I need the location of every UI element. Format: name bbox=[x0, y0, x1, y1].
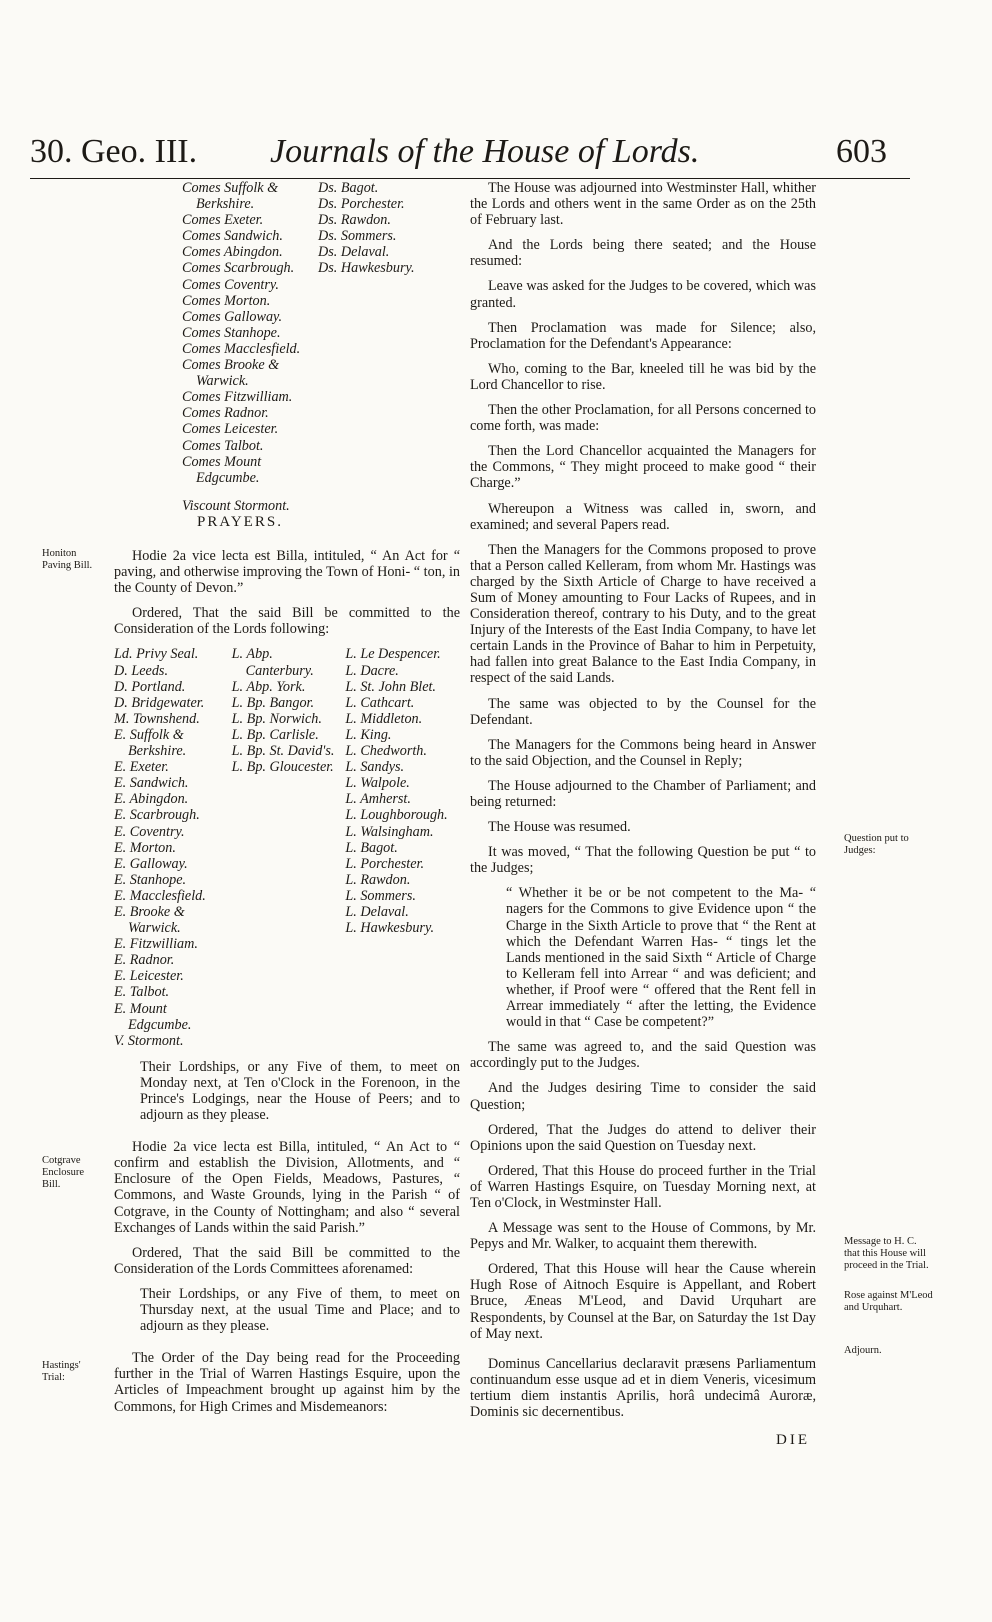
list-item: L. Abp. York. bbox=[231, 678, 306, 695]
list-item: Comes Mount Edgcumbe. bbox=[182, 453, 262, 486]
rc-p17: And the Judges desiring Time to consider the said Question; bbox=[470, 1080, 816, 1113]
rc-p3: Leave was asked for the Judges to be covered, which was granted. bbox=[470, 278, 816, 311]
list-item: E. Galloway. bbox=[114, 855, 188, 872]
list-item: E. Fitzwilliam. bbox=[114, 936, 198, 953]
committee-lists bbox=[114, 646, 460, 1048]
rc-p2: And the Lords being there seated; and the House resumed: bbox=[470, 237, 816, 270]
list-item: L. Le Despencer. bbox=[345, 646, 441, 663]
viscount-entry: Viscount Stormont. bbox=[182, 497, 290, 514]
rc-p12: The House adjourned to the Chamber of Parliament; and being returned: bbox=[470, 777, 816, 810]
list-item: L. Sommers. bbox=[345, 887, 416, 904]
attendance-barons-list bbox=[318, 180, 443, 277]
cotgrave-ordered: Ordered, That the said Bill be committed to the Consideration of the Lords Committees aforenamed: bbox=[114, 1244, 460, 1277]
list-item: E. Morton. bbox=[114, 839, 176, 856]
list-item: L. Walpole. bbox=[345, 775, 410, 792]
list-item: L. Porchester. bbox=[345, 855, 425, 872]
rc-p6: Then the other Proclamation, for all Persons concerned to come forth, was made: bbox=[470, 402, 816, 435]
rc-question-text: “ Whether it be or be not competent to the Ma- “ nagers for the Commons to give Evidence upon “ the Charge in the Sixth Article to prove that “ the Rent at which the Defendant Warren Has- “ tings let the Lands mentioned in the said Sixth “ Article of Charge to Kelleram fell into Arrear “ and was deficient; and whether, if Proof were “ offered that the Rent fell in Arrear immediately “ after the letting, the Evidence would in that “ Case be competent?” bbox=[506, 885, 816, 1031]
list-item: L. Amherst. bbox=[345, 791, 411, 808]
rc-p10: The same was objected to by the Counsel for the Defendant. bbox=[470, 695, 816, 728]
list-item: Comes Coventry. bbox=[182, 276, 279, 293]
list-item: Comes Radnor. bbox=[182, 405, 269, 422]
attendance-comites-list bbox=[182, 180, 307, 514]
list-item: L. Cathcart. bbox=[345, 694, 415, 711]
list-item: E. Suffolk & Berkshire. bbox=[114, 726, 187, 760]
list-item: E. Leicester. bbox=[114, 968, 184, 985]
list-item: Comes Sandwich. bbox=[182, 228, 283, 245]
list-item: L. Bagot. bbox=[345, 839, 398, 856]
margin-note-question: Question put to Judges: bbox=[844, 833, 909, 856]
list-item: L. St. John Blet. bbox=[345, 678, 436, 695]
list-item: Ds. Delaval. bbox=[318, 244, 390, 261]
rc-p7: Then the Lord Chancellor acquainted the Managers for the Commons, “ They might proceed to make good “ their Charge.” bbox=[470, 443, 816, 492]
header-title: Journals of the House of Lords. bbox=[270, 133, 700, 170]
list-item: E. Mount Edgcumbe. bbox=[114, 1000, 192, 1033]
list-item: L. Hawkesbury. bbox=[345, 920, 435, 937]
honiton-ordered: Ordered, That the said Bill be committed to the Consideration of the Lords following: bbox=[114, 605, 460, 638]
list-item: V. Stormont. bbox=[114, 1032, 184, 1049]
margin-note-honiton: Honiton Paving Bill. bbox=[42, 548, 93, 571]
rc-p16: The same was agreed to, and the said Question was accordingly put to the Judges. bbox=[470, 1039, 816, 1072]
list-item: E. Abingdon. bbox=[114, 791, 189, 808]
cotgrave-bill-reading: Hodie 2a vice lecta est Billa, intituled, “ An Act to “ confirm and establish the Division, Allotments, and “ Enclosure of the Open Fields, Meadows, Pastures, “ Commons, and Waste Grounds, lying in the Parish “ of Cotgrave, in the County of Nottingham; and also “ several Exchanges of Lands within the said Parish.” bbox=[114, 1139, 460, 1236]
margin-note-cotgrave: Cotgrave Enclosure Bill. bbox=[42, 1155, 84, 1190]
committee-list-peers bbox=[114, 646, 226, 1048]
list-item: E. Scarbrough. bbox=[114, 807, 200, 824]
list-item: Comes Macclesfield. bbox=[182, 340, 301, 357]
rc-p18: Ordered, That the Judges do attend to deliver their Opinions upon the said Question on Tuesday next. bbox=[470, 1121, 816, 1154]
prayers-heading: PRAYERS. bbox=[197, 514, 283, 530]
list-item: Comes Stanhope. bbox=[182, 324, 281, 341]
rc-p20: A Message was sent to the House of Commons, by Mr. Pepys and Mr. Walker, to acquaint them therewith. bbox=[470, 1220, 816, 1253]
left-column bbox=[114, 548, 460, 1424]
list-item: Comes Fitzwilliam. bbox=[182, 389, 293, 406]
margin-note-message: Message to H. C. that this House will proceed in the Trial. bbox=[844, 1236, 929, 1271]
list-item: Comes Abingdon. bbox=[182, 244, 283, 261]
catchword: DIE bbox=[776, 1432, 810, 1448]
list-item: L. Bp. Norwich. bbox=[231, 710, 322, 727]
rc-adjournment-latin: Dominus Cancellarius declaravit præsens Parliamentum continuandum esse usque ad et in diem Veneris, vicesimum tertium diem instantis Aprilis, horâ undecimâ Auroræ, Dominis sic decernentibus. bbox=[470, 1355, 816, 1420]
rc-p21: Ordered, That this House will hear the Cause wherein Hugh Rose of Aitnoch Esquire is Appellant, and Robert Bruce, Æneas M'Leod, and David Urquhart are Respondents, by Counsel at the Bar, on Saturday the 1st Day of May next. bbox=[470, 1261, 816, 1342]
rc-p13: The House was resumed. bbox=[488, 819, 631, 836]
list-item: Ds. Porchester. bbox=[318, 196, 405, 213]
rc-p9: Then the Managers for the Commons proposed to prove that a Person called Kelleram, from whom Mr. Hastings was charged by the Sixth Article of Charge to have received a Sum of Money amounting to Four Lacks of Rupees, and in Consideration thereof, contrary to his Duty, and to the great Injury of the Interests of the East India Company, to have let certain Lands in the Province of Bahar to him in Perpetuity, had fallen into great Balance to the East India Company, in respect of the said Lands. bbox=[470, 541, 816, 687]
list-item: Comes Suffolk & Berkshire. bbox=[182, 180, 279, 213]
list-item: E. Stanhope. bbox=[114, 871, 187, 888]
header-rule bbox=[30, 178, 910, 179]
list-item: E. Exeter. bbox=[114, 759, 169, 776]
rc-p19: Ordered, That this House do proceed further in the Trial of Warren Hastings Esquire, on Tuesday Morning next, at Ten o'Clock, in Westminster Hall. bbox=[470, 1162, 816, 1211]
list-item: D. Leeds. bbox=[114, 662, 168, 679]
list-item: Comes Exeter. bbox=[182, 212, 264, 229]
list-item: Ds. Sommers. bbox=[318, 228, 397, 245]
cotgrave-meeting: Their Lordships, or any Five of them, to meet on Thursday next, at the usual Time and Place; and to adjourn as they please. bbox=[140, 1285, 460, 1335]
list-item: Ld. Privy Seal. bbox=[114, 646, 199, 663]
list-item: E. Talbot. bbox=[114, 984, 170, 1001]
list-item: L. Dacre. bbox=[345, 662, 399, 679]
list-item: Ds. Rawdon. bbox=[318, 212, 391, 229]
list-item: L. Sandys. bbox=[345, 759, 405, 776]
list-item: E. Macclesfield. bbox=[114, 887, 206, 904]
honiton-meeting: Their Lordships, or any Five of them, to meet on Monday next, at Ten o'Clock in the Forenoon, in the Prince's Lodgings, near the House of Peers; and to adjourn as they please. bbox=[140, 1058, 460, 1124]
list-item: D. Portland. bbox=[114, 678, 186, 695]
list-item: L. Bp. St. David's. bbox=[231, 743, 335, 760]
list-item: L. Loughborough. bbox=[345, 807, 448, 824]
list-item: Comes Morton. bbox=[182, 292, 271, 309]
list-item: L. Middleton. bbox=[345, 710, 423, 727]
list-item: Comes Brooke & Warwick. bbox=[182, 357, 280, 390]
list-item: Comes Galloway. bbox=[182, 308, 283, 325]
committee-list-bishops bbox=[232, 646, 340, 1048]
list-item: Comes Talbot. bbox=[182, 437, 264, 454]
list-item: L. Walsingham. bbox=[345, 823, 434, 840]
list-item: L. Bp. Gloucester. bbox=[231, 759, 334, 776]
rc-p11: The Managers for the Commons being heard in Answer to the said Objection, and the Counsel in Reply; bbox=[470, 736, 816, 769]
list-item: Ds. Bagot. bbox=[318, 180, 379, 196]
page-number: 603 bbox=[836, 133, 887, 170]
list-item: L. Bp. Bangor. bbox=[231, 694, 315, 711]
committee-list-barons bbox=[345, 646, 460, 1048]
honiton-bill-reading: Hodie 2a vice lecta est Billa, intituled, “ An Act for “ paving, and otherwise improving the Town of Honi- “ ton, in the County of Devon.” bbox=[114, 548, 460, 597]
list-item: Ds. Hawkesbury. bbox=[318, 260, 415, 277]
rc-p4: Then Proclamation was made for Silence; also, Proclamation for the Defendant's Appearance: bbox=[470, 319, 816, 352]
header-regnal-year: 30. Geo. III. bbox=[30, 133, 198, 170]
margin-note-adjourn: Adjourn. bbox=[844, 1345, 882, 1356]
margin-note-hastings: Hastings' Trial: bbox=[42, 1360, 81, 1383]
list-item: Comes Scarbrough. bbox=[182, 260, 295, 277]
list-item: D. Bridgewater. bbox=[114, 694, 205, 711]
hastings-order-of-day: The Order of the Day being read for the Proceeding further in the Trial of Warren Hastings Esquire, upon the Articles of Impeachment brought up against him by the Commons, for High Crimes and Misdemeanors: bbox=[114, 1350, 460, 1415]
list-item: L. Abp. Canterbury. bbox=[231, 646, 314, 679]
margin-note-rose: Rose against M'Leod and Urquhart. bbox=[844, 1290, 933, 1313]
list-item: E. Brooke & Warwick. bbox=[114, 903, 185, 937]
list-item: L. Delaval. bbox=[345, 903, 409, 920]
list-item: L. Chedworth. bbox=[345, 743, 427, 760]
list-item: E. Radnor. bbox=[114, 952, 175, 969]
list-item: L. Bp. Carlisle. bbox=[231, 726, 319, 743]
list-item: L. King. bbox=[345, 726, 392, 743]
list-item: E. Sandwich. bbox=[114, 775, 189, 792]
rc-p8: Whereupon a Witness was called in, sworn, and examined; and several Papers read. bbox=[470, 500, 816, 533]
list-item: L. Rawdon. bbox=[345, 871, 411, 888]
right-column bbox=[470, 180, 816, 1429]
rc-p5: Who, coming to the Bar, kneeled till he was bid by the Lord Chancellor to rise. bbox=[470, 360, 816, 393]
list-item: Comes Leicester. bbox=[182, 421, 279, 438]
list-item: M. Townshend. bbox=[114, 710, 200, 727]
rc-p1: The House was adjourned into Westminster Hall, whither the Lords and others went in the same Order as on the 25th of February last. bbox=[470, 180, 816, 229]
list-item: E. Coventry. bbox=[114, 823, 185, 840]
rc-p14: It was moved, “ That the following Question be put “ to the Judges; bbox=[470, 844, 816, 877]
